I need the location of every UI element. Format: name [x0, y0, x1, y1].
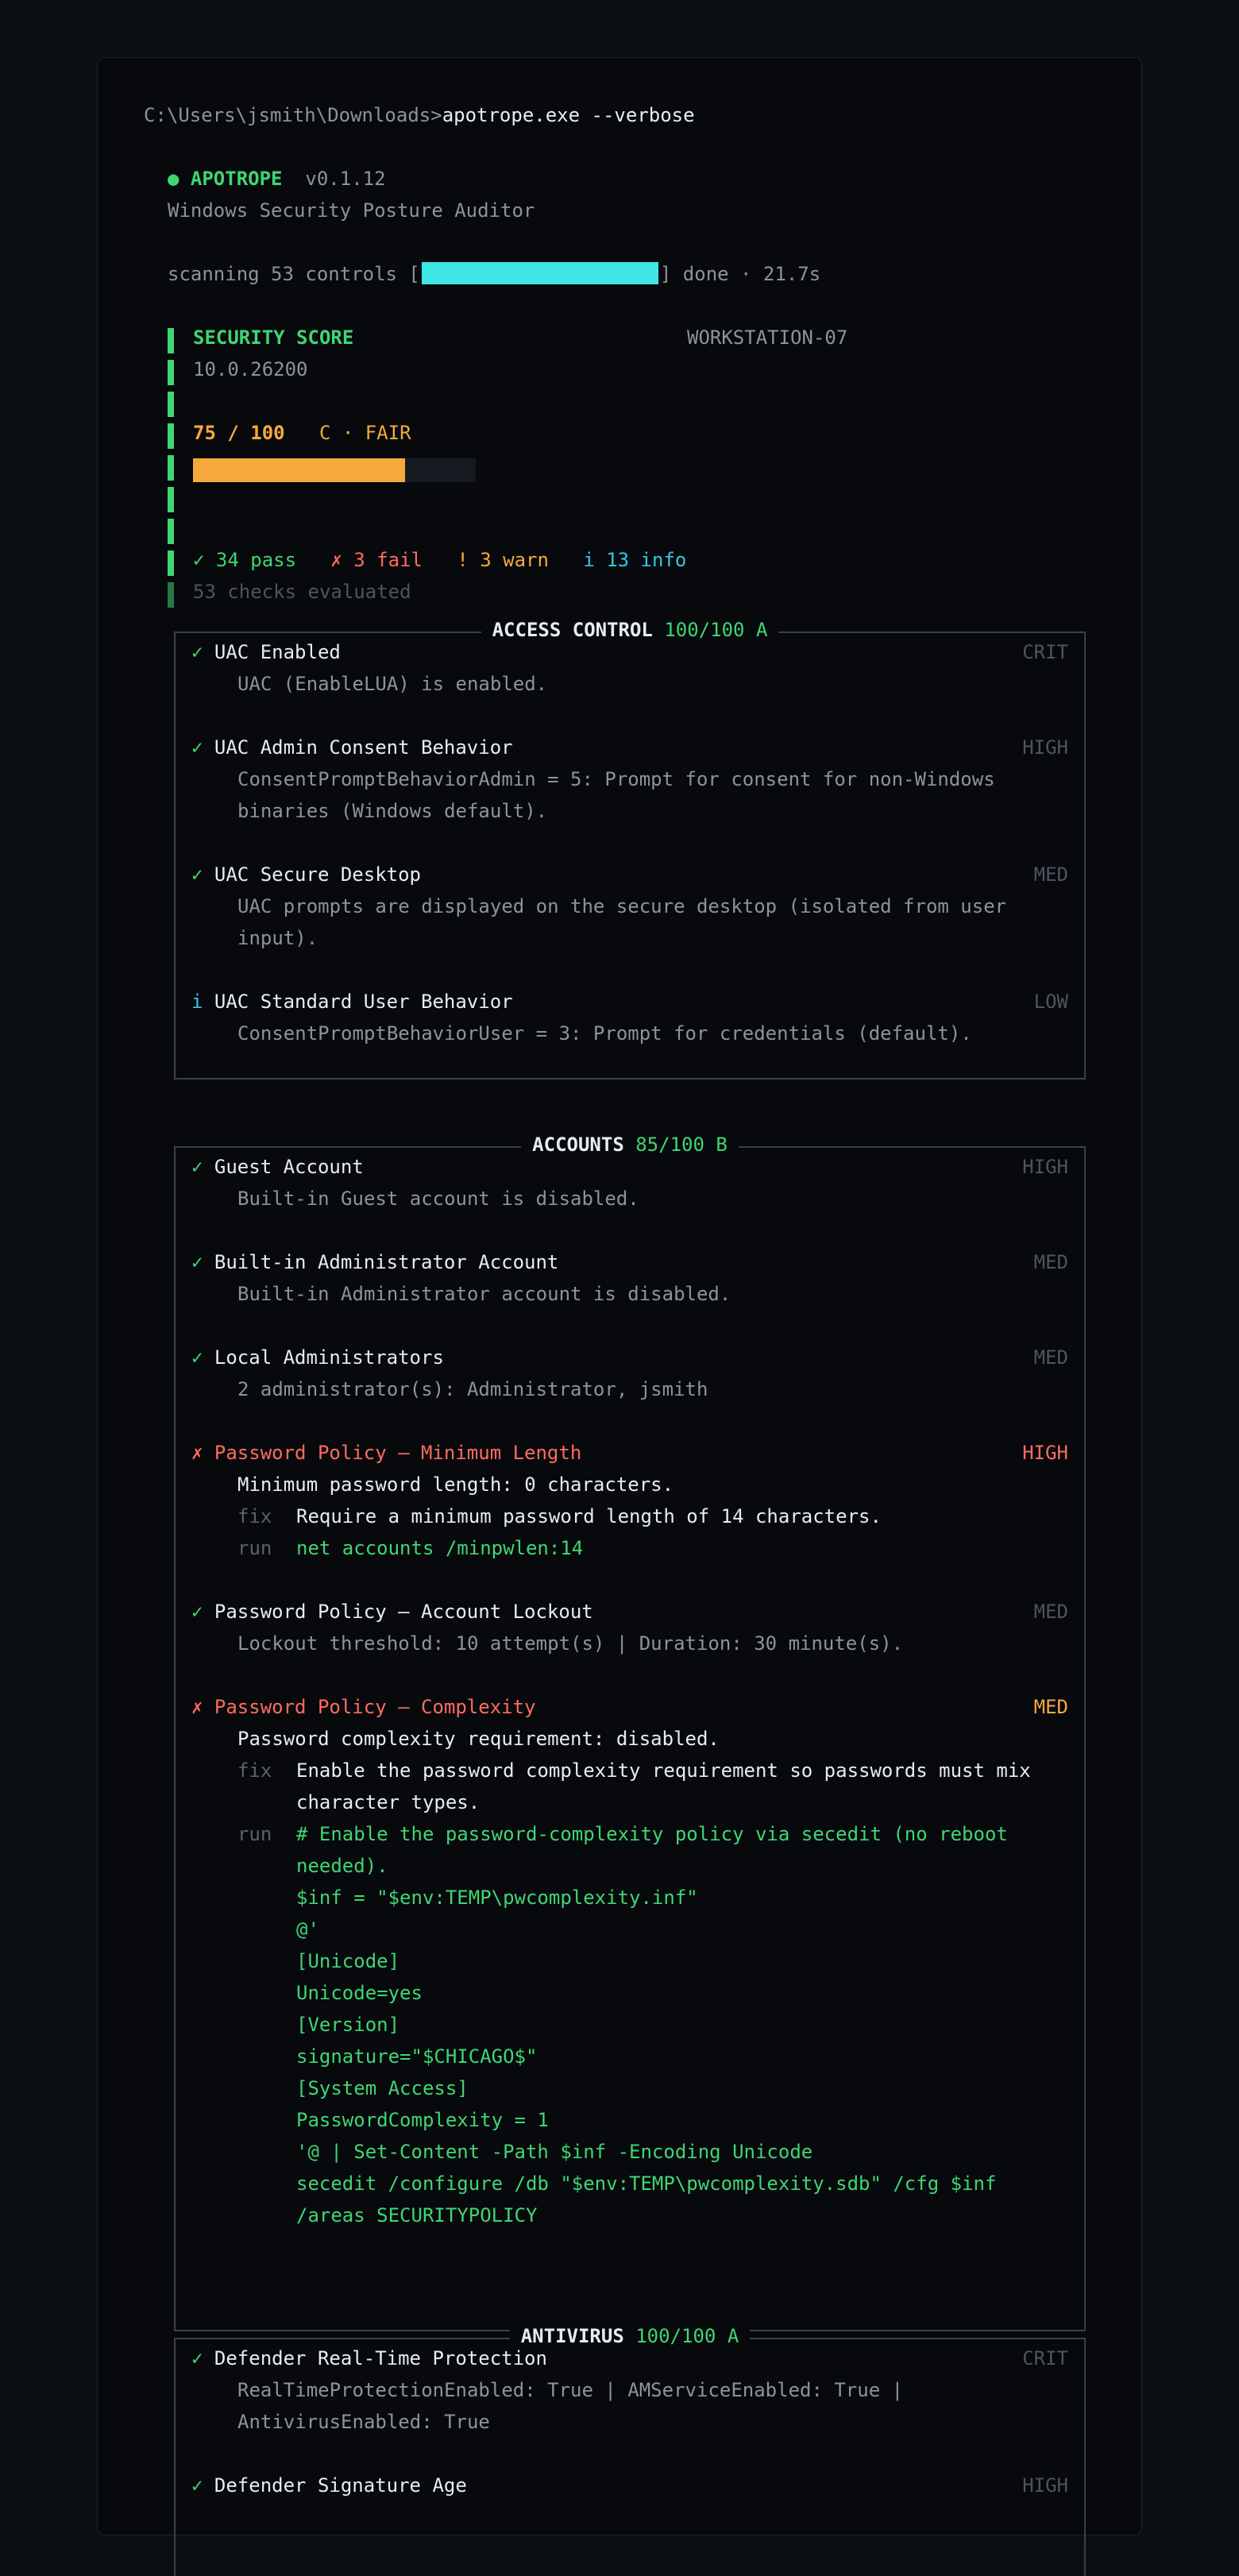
app-version: v0.1.12 — [305, 168, 386, 190]
check-name: UAC Standard User Behavior — [214, 991, 513, 1013]
check-item — [191, 2470, 1084, 2501]
check-name: Password Policy — Complexity — [214, 1696, 536, 1718]
fail-count: ✗ 3 fail — [330, 549, 423, 571]
prompt-command: apotrope.exe --verbose — [442, 104, 695, 126]
score-value-line — [193, 417, 411, 449]
run-command[interactable]: # Enable the password-complexity policy via secedit (no reboot needed). $inf = "$env:TEMP\pwcomplexity.inf" @' [Unicode] Unicode=yes [Version] signature="$CHICAGO$" [System Access] PasswordComplexity = 1 '@ | Set-Content -Path $inf -Encoding Unicode secedit /configure /db "$env:TEMP\pwcomplexity.sdb" /cfg $inf /areas SECURITYPOLICY — [296, 1823, 1008, 2226]
score-label: SECURITY SCORE — [193, 326, 354, 349]
section-antivirus — [174, 2325, 1086, 2576]
severity-badge: MED — [1033, 1346, 1068, 1369]
score-gutter — [168, 360, 174, 385]
check-name: Local Administrators — [214, 1346, 444, 1369]
check-detail: Built-in Guest account is disabled. — [237, 1188, 639, 1210]
pass-icon: ✓ — [191, 863, 203, 886]
warn-count: ! 3 warn — [457, 549, 549, 571]
run-label: run — [237, 1537, 272, 1559]
section-score: 100/100 A — [664, 619, 768, 641]
info-icon: i — [191, 991, 203, 1013]
check-item — [191, 859, 1084, 954]
scan-suffix: ] done · 21.7s — [659, 263, 821, 285]
check-detail: Minimum password length: 0 characters. — [237, 1473, 674, 1496]
severity-badge: CRIT — [1022, 641, 1068, 663]
score-gutter — [168, 423, 174, 449]
severity-badge: MED — [1033, 1696, 1068, 1718]
check-name: Defender Signature Age — [214, 2474, 467, 2497]
pass-icon: ✓ — [191, 1251, 203, 1273]
check-item — [191, 1246, 1084, 1310]
fail-icon: ✗ — [191, 1442, 203, 1464]
severity-badge: MED — [1033, 1251, 1068, 1273]
check-name: Password Policy — Minimum Length — [214, 1442, 582, 1464]
command-prompt — [144, 99, 695, 131]
severity-badge: CRIT — [1022, 2347, 1068, 2369]
check-item — [191, 986, 1084, 1049]
check-detail: 2 administrator(s): Administrator, jsmith — [237, 1378, 708, 1400]
pass-icon: ✓ — [191, 1156, 203, 1178]
section-title: ANTIVIRUS — [520, 2325, 624, 2347]
run-command[interactable]: net accounts /minpwlen:14 — [296, 1537, 584, 1559]
fail-icon: ✗ — [191, 1696, 203, 1718]
severity-badge: HIGH — [1022, 736, 1068, 759]
score-gutter — [168, 519, 174, 544]
score-value: 75 / 100 — [193, 422, 285, 444]
check-detail: Lockout threshold: 10 attempt(s) | Duration: 30 minute(s). — [237, 1632, 904, 1655]
pass-icon: ✓ — [191, 641, 203, 663]
check-name: Defender Real-Time Protection — [214, 2347, 547, 2369]
fix-text: Require a minimum password length of 14 characters. — [296, 1505, 882, 1527]
run-row — [191, 1532, 1084, 1564]
run-label: run — [237, 1823, 272, 1845]
pass-icon: ✓ — [191, 1346, 203, 1369]
section-title: ACCESS CONTROL — [492, 619, 653, 641]
severity-badge: LOW — [1033, 991, 1068, 1013]
check-detail: RealTimeProtectionEnabled: True | AMServiceEnabled: True | AntivirusEnabled: True — [237, 2379, 904, 2433]
pass-icon: ✓ — [191, 2347, 203, 2369]
severity-badge: MED — [1033, 863, 1068, 886]
check-name: UAC Enabled — [214, 641, 341, 663]
info-count: i 13 info — [583, 549, 687, 571]
app-header — [168, 163, 386, 195]
score-gutter — [168, 582, 174, 608]
fix-text: Enable the password complexity requirement so passwords must mix character types. — [296, 1759, 1031, 1813]
score-gutter — [168, 487, 174, 512]
scan-progress-bar — [422, 262, 658, 284]
check-item — [191, 1596, 1084, 1659]
check-item — [191, 732, 1084, 827]
section-title: ACCOUNTS — [532, 1134, 624, 1156]
fix-row — [191, 1500, 1084, 1532]
check-item-failed — [191, 1437, 1084, 1564]
check-item — [191, 636, 1084, 700]
check-detail: UAC prompts are displayed on the secure desktop (isolated from user input). — [237, 895, 1007, 949]
fix-label: fix — [237, 1505, 272, 1527]
fix-label: fix — [237, 1759, 272, 1782]
terminal-window — [97, 57, 1142, 2535]
check-item-failed — [191, 1691, 1084, 2231]
checks-evaluated: 53 checks evaluated — [193, 581, 411, 603]
check-detail: ConsentPromptBehaviorAdmin = 5: Prompt for consent for non-Windows binaries (Windows default). — [237, 768, 995, 822]
score-gutter — [168, 328, 174, 353]
check-detail: ConsentPromptBehaviorUser = 3: Prompt for credentials (default). — [237, 1022, 972, 1045]
check-name: Guest Account — [214, 1156, 364, 1178]
pass-icon: ✓ — [191, 1601, 203, 1623]
prompt-path: C:\Users\jsmith\Downloads> — [144, 104, 442, 126]
score-bar — [193, 458, 476, 482]
status-dot-icon: ● — [168, 168, 179, 190]
severity-badge: HIGH — [1022, 1442, 1068, 1464]
score-grade: C · FAIR — [318, 422, 411, 444]
severity-badge: MED — [1033, 1601, 1068, 1623]
fix-row — [191, 1755, 1056, 1818]
section-accounts — [174, 1134, 1086, 2331]
scan-status — [168, 258, 820, 290]
score-gutter — [168, 392, 174, 417]
app-subtitle: Windows Security Posture Auditor — [168, 199, 535, 222]
score-gutter — [168, 550, 174, 576]
host-name: WORKSTATION-07 — [687, 326, 848, 349]
check-detail: UAC (EnableLUA) is enabled. — [237, 673, 548, 695]
section-score: 100/100 A — [635, 2325, 739, 2347]
check-name: UAC Admin Consent Behavior — [214, 736, 513, 759]
pass-icon: ✓ — [191, 736, 203, 759]
score-bar-fill — [193, 458, 405, 482]
os-build: 10.0.26200 — [193, 358, 308, 380]
section-score: 85/100 B — [635, 1134, 728, 1156]
check-item — [191, 1151, 1084, 1215]
app-name: APOTROPE — [190, 168, 283, 190]
severity-badge: HIGH — [1022, 1156, 1068, 1178]
severity-badge: HIGH — [1022, 2474, 1068, 2497]
pass-icon: ✓ — [191, 2474, 203, 2497]
pass-count: ✓ 34 pass — [193, 549, 297, 571]
check-item — [191, 1342, 1084, 1405]
scan-prefix: scanning 53 controls [ — [168, 263, 420, 285]
run-row — [191, 1818, 1056, 2231]
check-detail: Password complexity requirement: disabled. — [237, 1728, 720, 1750]
score-gutter — [168, 455, 174, 481]
check-item — [191, 2342, 1084, 2438]
check-name: Built-in Administrator Account — [214, 1251, 559, 1273]
check-name: UAC Secure Desktop — [214, 863, 421, 886]
check-name: Password Policy — Account Lockout — [214, 1601, 593, 1623]
check-summary — [193, 544, 686, 576]
check-detail: Built-in Administrator account is disabled. — [237, 1283, 731, 1305]
section-access-control — [174, 619, 1086, 1079]
